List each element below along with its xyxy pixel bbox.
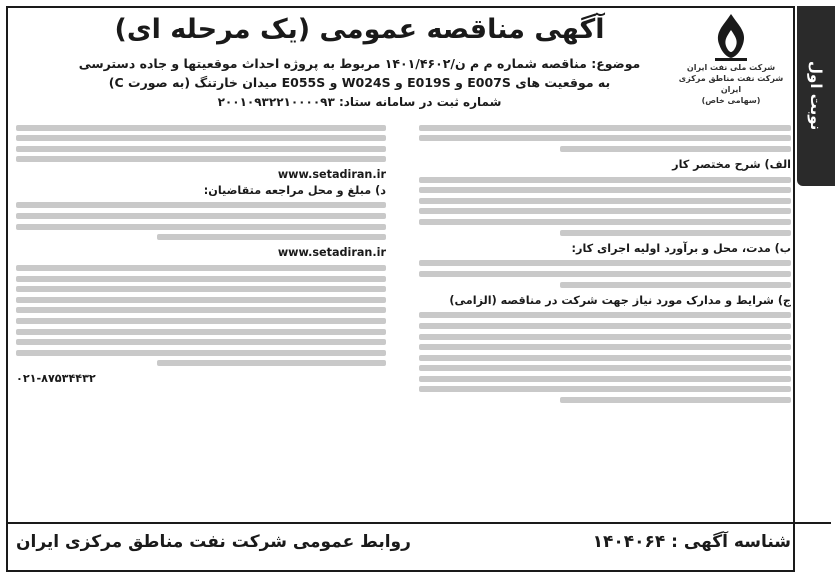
ad-title: آگهی مناقصه عمومی (یک مرحله ای) (114, 14, 605, 45)
setadiran-link[interactable]: www.setadiran.ir (277, 168, 386, 182)
first-publication-badge: نوبت اول (797, 6, 835, 186)
ad-subject (60, 54, 659, 92)
footer-divider (8, 522, 831, 524)
logo-caption-2: شرکت نفت مناطق مرکزی ایران (678, 74, 784, 94)
section-c-heading: ج) شرایط و مدارک مورد نیاز جهت شرکت در مناقصه (الزامی) (449, 293, 791, 307)
subject-line-2: به موقعیت های E007S و E019S و W024S و E055S میدان خارتنگ (به صورت C) (108, 75, 611, 90)
section-a-heading: الف) شرح مختصر کار (672, 157, 791, 171)
logo-caption-3: (سهامی خاص) (701, 96, 761, 105)
section-a-text (419, 177, 791, 236)
section-d-text-2 (16, 265, 386, 366)
right-column (419, 120, 791, 500)
setadiran-link-2[interactable]: www.setadiran.ir (277, 246, 386, 260)
section-b-heading: ب) مدت، محل و برآورد اولیه اجرای کار: (571, 241, 791, 255)
section-c-text (419, 312, 791, 403)
oil-company-flame-logo-icon (709, 12, 753, 62)
section-c-continued-text (16, 125, 386, 163)
section-d-text-1 (16, 202, 386, 240)
contact-number: ۰۲۱-۸۷۵۳۴۴۳۲ (16, 372, 96, 386)
intro-paragraph (419, 125, 791, 152)
url-line-1 (16, 167, 386, 182)
section-d-heading: د) مبلغ و محل مراجعه متقاضیان: (203, 183, 386, 197)
left-column (16, 120, 386, 500)
company-logo (671, 12, 791, 106)
url-line-2 (16, 245, 386, 260)
registration-number: شماره ثبت در سامانه ستاد: ۲۰۰۱۰۹۳۲۲۱۰۰۰۰۹۳ (217, 95, 502, 109)
subject-line-1: موضوع: مناقصه شماره م م ن/۱۴۰۱/۴۶۰۲ مربوط به پروژه احداث موقعیتها و جاده دسترسی (78, 56, 641, 71)
logo-caption-1: شرکت ملی نفت ایران (686, 63, 776, 72)
section-b-text (419, 260, 791, 287)
publisher-name: روابط عمومی شرکت نفت مناطق مرکزی ایران (16, 532, 411, 552)
ad-id: شناسه آگهی : ۱۴۰۴۰۶۴ (592, 532, 791, 552)
